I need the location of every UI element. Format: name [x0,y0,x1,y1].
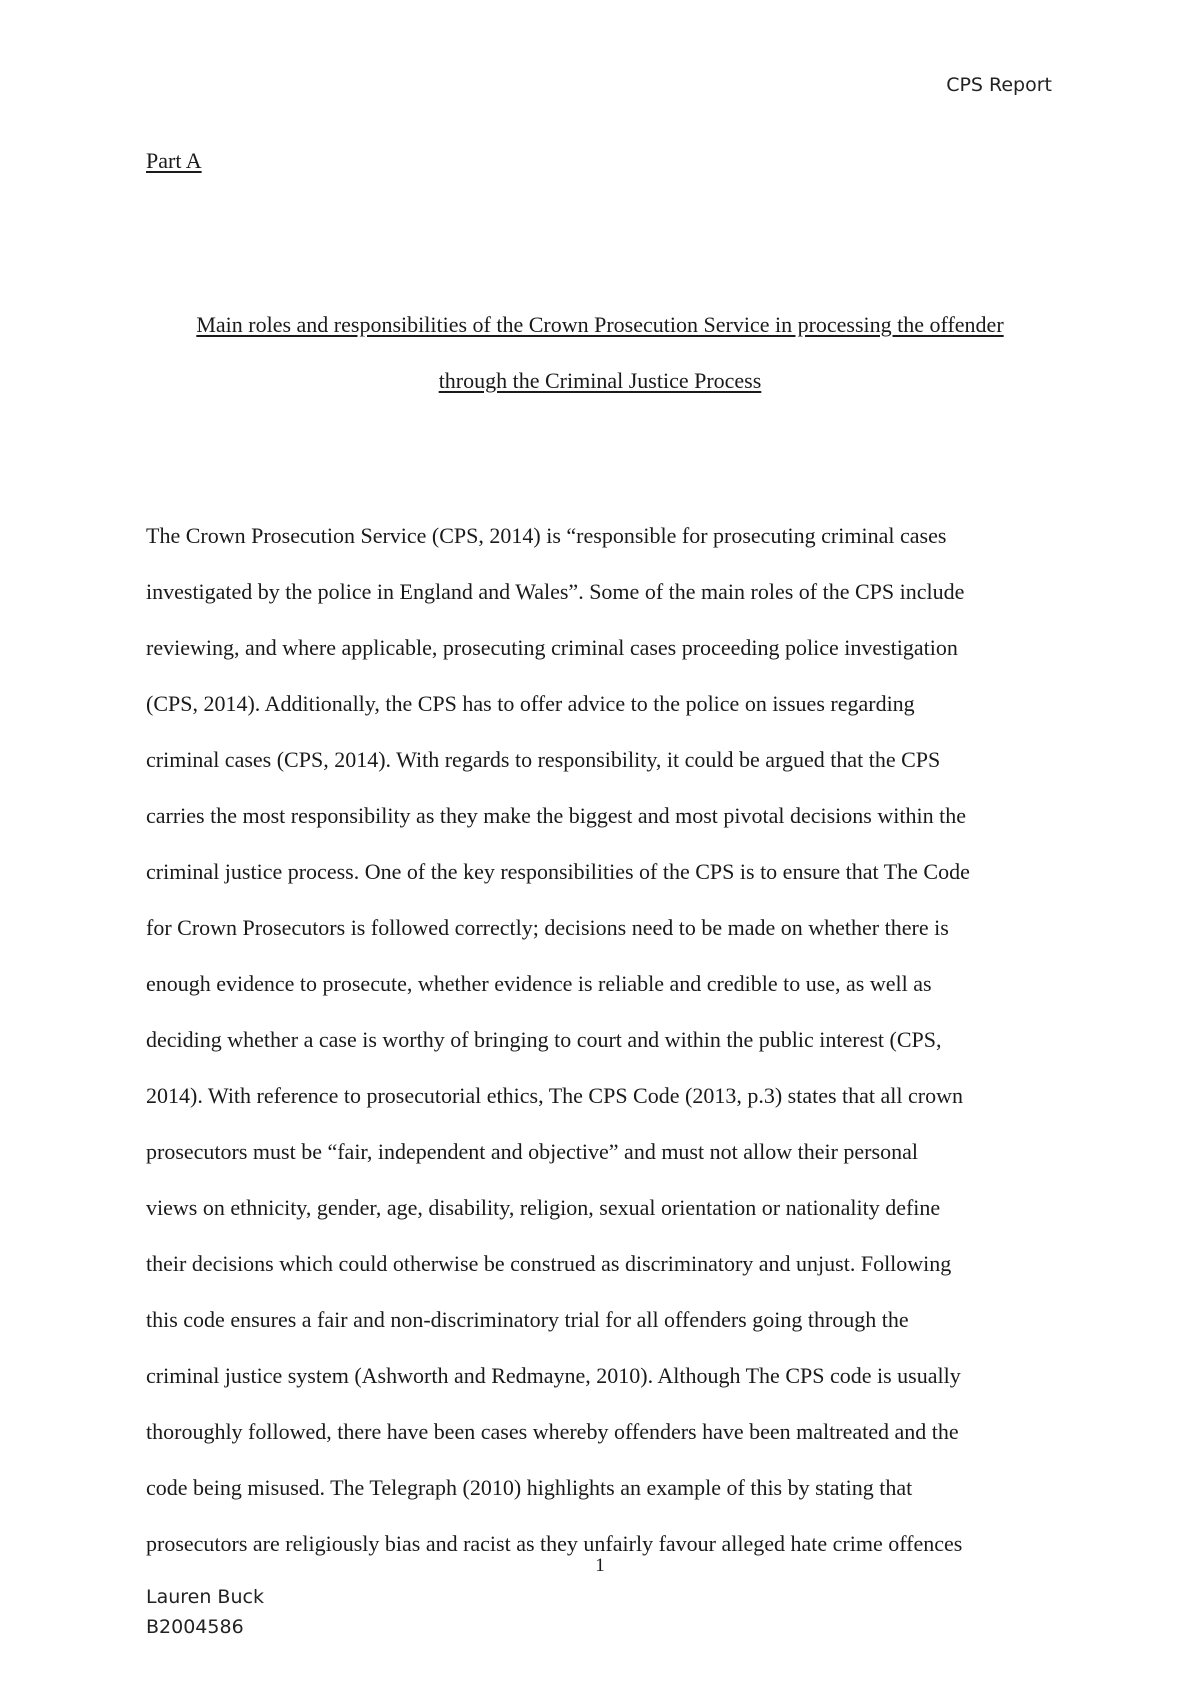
body-line: criminal cases (CPS, 2014). With regards to responsibility, it could be argued that the CPS [146,747,941,772]
document-title [146,297,1054,409]
body-line: enough evidence to prosecute, whether evidence is reliable and credible to use, as well as [146,971,932,996]
page-number: 1 [595,1555,605,1576]
title-line-2: through the Criminal Justice Process [438,368,762,393]
body-line: prosecutors are religiously bias and racist as they unfairly favour alleged hate crime offences [146,1531,963,1556]
body-line: their decisions which could otherwise be construed as discriminatory and unjust. Following [146,1251,952,1276]
footer-author: Lauren Buck [146,1586,264,1608]
body-paragraph [146,508,1066,1572]
body-line: carries the most responsibility as they make the biggest and most pivotal decisions within the [146,803,966,828]
footer-student-id: B2004586 [146,1616,244,1638]
body-line: this code ensures a fair and non-discriminatory trial for all offenders going through the [146,1307,909,1332]
body-line: criminal justice system (Ashworth and Redmayne, 2010). Although The CPS code is usually [146,1363,961,1388]
body-line: thoroughly followed, there have been cases whereby offenders have been maltreated and the [146,1419,959,1444]
body-line: criminal justice process. One of the key responsibilities of the CPS is to ensure that The Code [146,859,970,884]
body-line: The Crown Prosecution Service (CPS, 2014) is “responsible for prosecuting criminal cases [146,523,947,548]
running-footer [146,1582,264,1642]
body-line: investigated by the police in England and Wales”. Some of the main roles of the CPS include [146,579,965,604]
body-line: deciding whether a case is worthy of bringing to court and within the public interest (CPS, [146,1027,942,1052]
title-line-1: Main roles and responsibilities of the Crown Prosecution Service in processing the offender [196,312,1004,337]
running-header: CPS Report [946,74,1052,96]
body-line: prosecutors must be “fair, independent and objective” and must not allow their personal [146,1139,918,1164]
body-line: views on ethnicity, gender, age, disability, religion, sexual orientation or nationality define [146,1195,941,1220]
body-line: code being misused. The Telegraph (2010) highlights an example of this by stating that [146,1475,913,1500]
body-line: for Crown Prosecutors is followed correctly; decisions need to be made on whether there is [146,915,949,940]
body-line: reviewing, and where applicable, prosecuting criminal cases proceeding police investigation [146,635,958,660]
body-line: (CPS, 2014). Additionally, the CPS has to offer advice to the police on issues regarding [146,691,915,716]
body-line: 2014). With reference to prosecutorial ethics, The CPS Code (2013, p.3) states that all crown [146,1083,963,1108]
section-label: Part A [146,148,202,173]
